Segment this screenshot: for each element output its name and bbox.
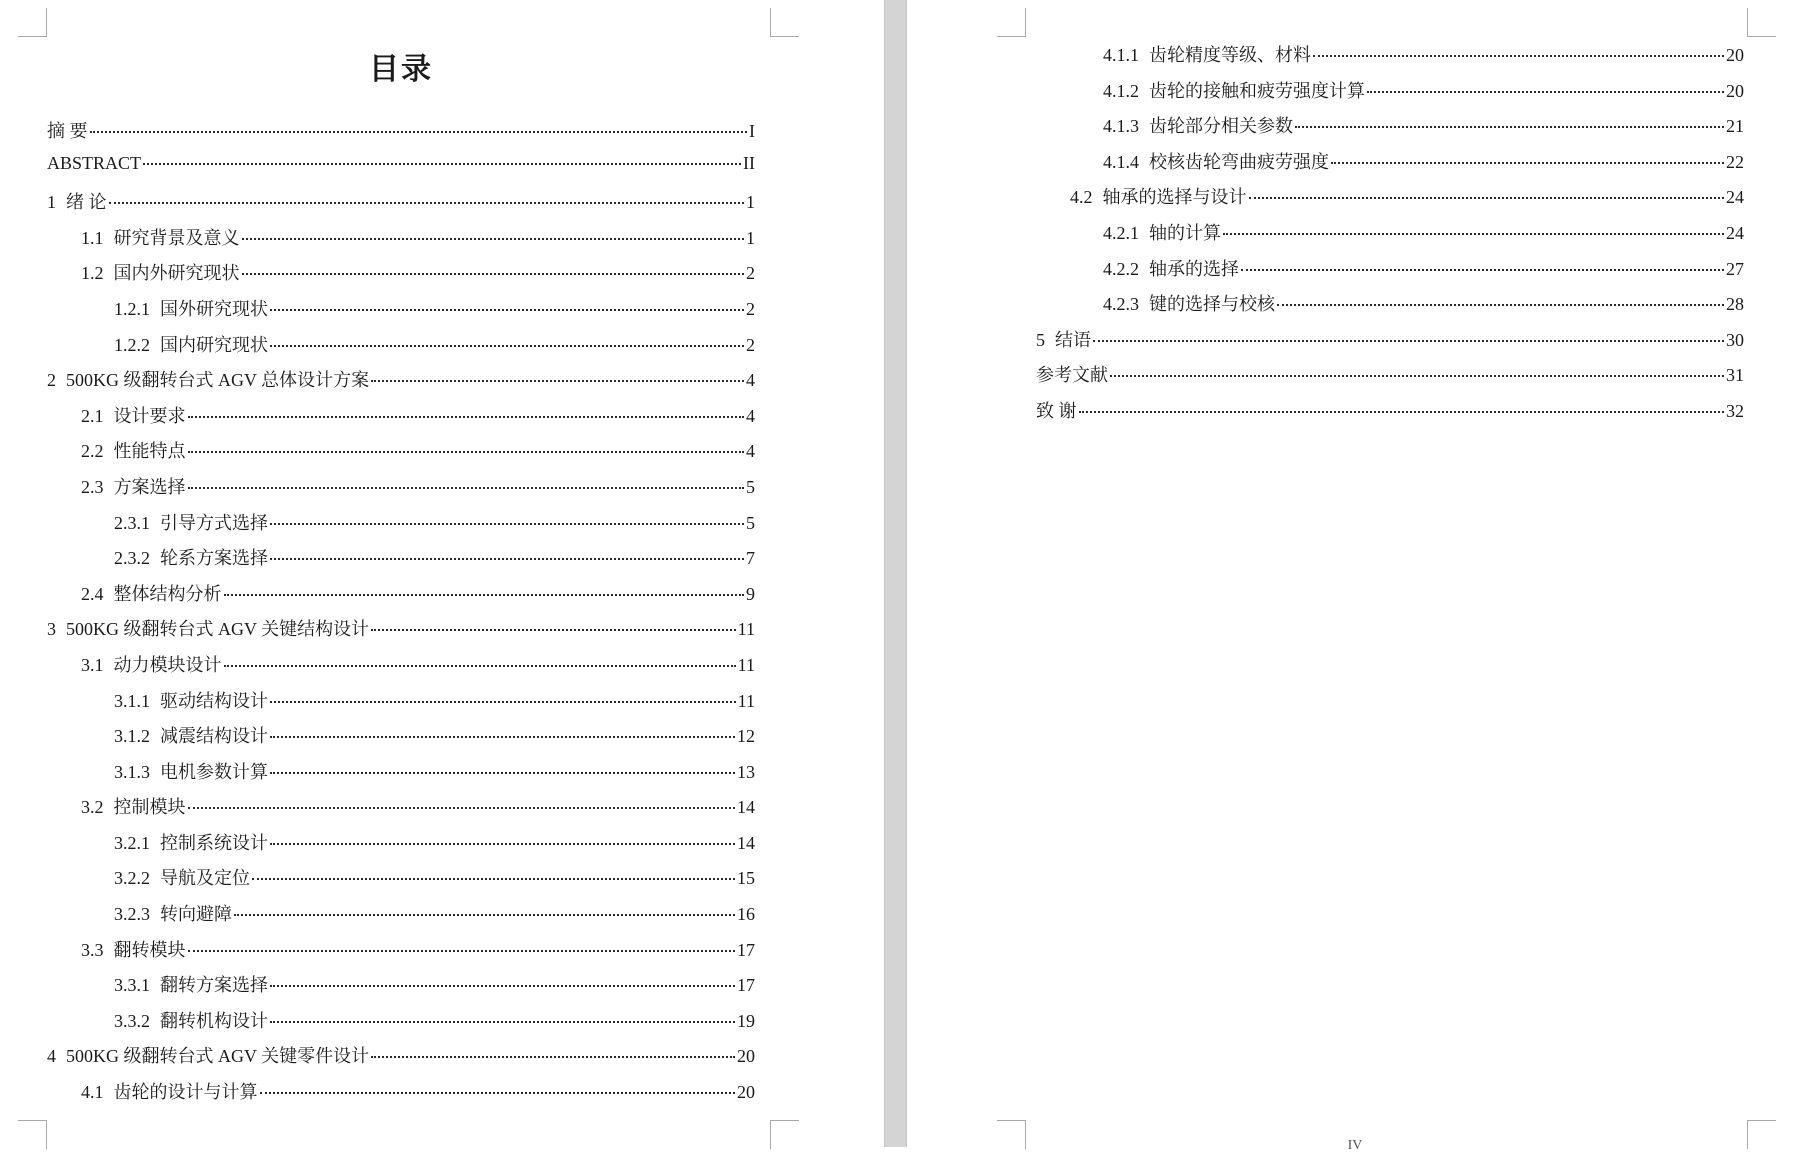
toc-page-number: 7 — [746, 548, 755, 569]
toc-entry-number: 3.2.1 — [114, 832, 150, 853]
toc-page-number: 4 — [746, 370, 755, 391]
toc-dot-leader — [242, 273, 745, 275]
toc-dot-leader — [1110, 375, 1724, 377]
toc-entry-title: 减震结构设计 — [160, 726, 268, 747]
toc-entry-title: 设计要求 — [113, 405, 186, 426]
toc-entry[interactable] — [47, 687, 755, 723]
toc-entry-label — [114, 864, 250, 890]
toc-entry-label — [114, 687, 268, 713]
toc-page-number: 24 — [1726, 222, 1744, 243]
toc-entry-number: 2 — [47, 370, 56, 391]
toc-entry-number: 4.2 — [1070, 187, 1093, 208]
toc-page-number: 11 — [737, 654, 755, 675]
toc-entry-title: 引导方式选择 — [160, 512, 268, 533]
toc-entry-label — [114, 509, 268, 535]
toc-entry-label — [1036, 361, 1108, 387]
toc-page-number: 2 — [746, 263, 755, 284]
toc-entry-title: 齿轮部分相关参数 — [1149, 116, 1293, 137]
toc-entry-number: 4.2.2 — [1103, 258, 1139, 279]
toc-page-number: 16 — [737, 904, 755, 925]
toc-entry-title: 齿轮的接触和疲劳强度计算 — [1149, 80, 1365, 101]
toc-entry-label — [114, 758, 268, 784]
toc-entry-number: 4 — [47, 1046, 56, 1067]
toc-entry-label — [81, 580, 222, 606]
toc-page-number: 27 — [1726, 258, 1744, 279]
toc-entry-number: 3.2 — [81, 797, 104, 818]
toc-entry-number: 3.2.2 — [114, 868, 150, 889]
toc-entry[interactable] — [47, 259, 755, 295]
toc-title: 目录 — [369, 53, 433, 86]
toc-page-number: 30 — [1726, 329, 1744, 350]
toc-entry-title: 500KG 级翻转台式 AGV 关键零件设计 — [66, 1046, 370, 1067]
toc-entry-number: 3.1.3 — [114, 761, 150, 782]
toc-entry-label — [47, 1042, 369, 1068]
toc-entry[interactable] — [47, 188, 755, 224]
toc-entry-title: 导航及定位 — [160, 868, 250, 889]
toc-page-number: 15 — [737, 868, 755, 889]
toc-entry-label — [114, 544, 268, 570]
toc-entry-number: 2.2 — [81, 441, 104, 462]
crop-mark-top-left — [997, 8, 1026, 37]
toc-entry-title: 驱动结构设计 — [160, 690, 268, 711]
toc-entry-title: 500KG 级翻转台式 AGV 关键结构设计 — [66, 619, 370, 640]
toc-entry-label — [1103, 77, 1365, 103]
toc-dot-leader — [371, 1056, 735, 1058]
toc-page-number: 24 — [1726, 187, 1744, 208]
toc-dot-leader — [224, 594, 745, 596]
toc-entry[interactable] — [47, 580, 755, 616]
toc-dot-leader — [242, 238, 745, 240]
toc-dot-leader — [371, 380, 744, 382]
toc-dot-leader — [270, 985, 735, 987]
toc-entry[interactable] — [47, 1042, 755, 1078]
toc-entry-title: 摘 要 — [47, 121, 88, 141]
toc-entry-label — [1103, 255, 1239, 281]
toc-entry-title: 500KG 级翻转台式 AGV 总体设计方案 — [66, 370, 370, 391]
toc-entry-label — [114, 1007, 268, 1033]
toc-page-number: 17 — [737, 939, 755, 960]
toc-entry-title: 翻转机构设计 — [160, 1010, 268, 1031]
toc-entry-label — [1103, 112, 1293, 138]
toc-entry-label — [47, 188, 107, 214]
crop-mark-top-right — [1747, 8, 1776, 37]
toc-entry-title: 电机参数计算 — [160, 761, 268, 782]
page-number-footer: IV — [1347, 1138, 1363, 1153]
toc-entry[interactable] — [47, 331, 755, 367]
toc-entry-title: 致 谢 — [1036, 400, 1077, 421]
toc-entry[interactable] — [1036, 183, 1744, 219]
toc-entry-label — [81, 402, 186, 428]
toc-entry-title: 结语 — [1055, 329, 1091, 350]
toc-dot-leader — [260, 1092, 736, 1094]
toc-page-number: 11 — [737, 619, 755, 640]
toc-entry-number: 4.1.2 — [1103, 80, 1139, 101]
toc-entry-number: 4.2.3 — [1103, 294, 1139, 315]
toc-entry-title: 控制模块 — [113, 797, 186, 818]
toc-entry[interactable] — [47, 153, 755, 189]
toc-dot-leader — [270, 1021, 735, 1023]
toc-entry[interactable] — [47, 829, 755, 865]
toc-entry-number: 2.3 — [81, 476, 104, 497]
toc-dot-leader — [234, 914, 735, 916]
toc-dot-leader — [224, 665, 736, 667]
toc-entry[interactable] — [47, 971, 755, 1007]
toc-entry-label — [47, 615, 369, 641]
toc-page-number: 5 — [746, 476, 755, 497]
toc-entry-number: 3 — [47, 619, 56, 640]
toc-entry[interactable] — [47, 509, 755, 545]
toc-entry-number: 3.3 — [81, 939, 104, 960]
toc-entry[interactable] — [47, 224, 755, 260]
toc-entry-label — [47, 153, 141, 174]
toc-entry[interactable] — [1036, 148, 1744, 184]
toc-entry-number: 1 — [47, 192, 56, 213]
toc-entry-label — [47, 117, 88, 143]
toc-entry-number: 1.1 — [81, 227, 104, 248]
toc-dot-leader — [270, 523, 744, 525]
toc-entry-label — [81, 224, 240, 250]
toc-entry-number: 4.1.1 — [1103, 45, 1139, 65]
toc-entry-number: 4.1.4 — [1103, 151, 1139, 172]
toc-page-number: 19 — [737, 1010, 755, 1031]
toc-entry[interactable] — [47, 900, 755, 936]
toc-page-number: 14 — [737, 832, 755, 853]
toc-dot-leader — [188, 487, 745, 489]
toc-entry[interactable] — [1036, 326, 1744, 362]
toc-entry-title: 性能特点 — [113, 441, 186, 462]
crop-mark-bottom-right — [770, 1120, 799, 1149]
toc-page-number: 28 — [1726, 294, 1744, 315]
toc-page-number: 4 — [746, 441, 755, 462]
toc-page-number: 21 — [1726, 116, 1744, 137]
toc-entry-number: 3.1 — [81, 654, 104, 675]
toc-dot-leader — [109, 202, 745, 204]
toc-dot-leader — [270, 309, 744, 311]
crop-mark-top-left — [18, 8, 47, 37]
toc-entry[interactable] — [1036, 41, 1744, 77]
toc-entry[interactable] — [47, 295, 755, 331]
toc-entry-label — [81, 793, 186, 819]
toc-dot-leader — [1249, 197, 1725, 199]
toc-entry[interactable] — [47, 366, 755, 402]
toc-page-number: 1 — [746, 227, 755, 248]
toc-entry-label — [114, 900, 232, 926]
toc-dot-leader — [1295, 126, 1724, 128]
toc-page-number: 2 — [746, 334, 755, 355]
toc-dot-leader — [188, 807, 736, 809]
toc-entry-label — [1103, 148, 1329, 174]
toc-entry-label — [81, 936, 186, 962]
toc-dot-leader — [188, 950, 736, 952]
toc-dot-leader — [188, 451, 745, 453]
toc-entry-title: 齿轮的设计与计算 — [113, 1082, 258, 1103]
toc-entry-title: 参考文献 — [1036, 365, 1108, 386]
toc-entry-label — [1103, 290, 1275, 316]
toc-entry[interactable] — [47, 402, 755, 438]
toc-dot-leader — [143, 163, 741, 165]
toc-entry-number: 3.2.3 — [114, 904, 150, 925]
toc-entry[interactable] — [47, 544, 755, 580]
toc-entry-title: 齿轮精度等级、材料 — [1149, 45, 1311, 65]
toc-dot-leader — [90, 131, 748, 133]
toc-page-number: 22 — [1726, 151, 1744, 172]
toc-entry-title: 翻转方案选择 — [160, 975, 268, 996]
toc-entry-label — [1070, 183, 1247, 209]
toc-entry[interactable] — [47, 722, 755, 758]
toc-dot-leader — [270, 843, 735, 845]
toc-entry-label — [47, 366, 369, 392]
toc-entry-label — [81, 651, 222, 677]
toc-entry-title: ABSTRACT — [47, 152, 142, 173]
toc-entry[interactable] — [1036, 361, 1744, 397]
toc-dot-leader — [1331, 162, 1724, 164]
toc-entry-number: 2.1 — [81, 405, 104, 426]
toc-entry-label — [114, 295, 268, 321]
toc-page-number: 31 — [1726, 365, 1744, 386]
toc-entry-number: 3.3.2 — [114, 1010, 150, 1031]
toc-entry-label — [1103, 219, 1221, 245]
toc-entry[interactable] — [47, 473, 755, 509]
toc-entry-title: 控制系统设计 — [160, 832, 268, 853]
toc-entry-title: 方案选择 — [113, 476, 186, 497]
toc-entry-title: 整体结构分析 — [113, 583, 222, 604]
toc-dot-leader — [270, 558, 744, 560]
toc-entry-title: 翻转模块 — [113, 939, 186, 960]
toc-entry-label — [1036, 397, 1077, 423]
toc-dot-leader — [1093, 340, 1724, 342]
toc-entry-number: 3.1.1 — [114, 690, 150, 711]
toc-page-number: 20 — [737, 1046, 755, 1067]
toc-entry-number: 4.2.1 — [1103, 222, 1139, 243]
toc-page-number: 20 — [1726, 45, 1744, 65]
toc-entry-title: 转向避障 — [160, 904, 232, 925]
toc-entry[interactable] — [47, 936, 755, 972]
toc-entry-number: 1.2 — [81, 263, 104, 284]
toc-dot-leader — [270, 736, 735, 738]
toc-entry-label — [81, 1078, 258, 1104]
toc-entry-label — [1103, 41, 1311, 67]
toc-entry-label — [81, 259, 240, 285]
toc-dot-leader — [1367, 91, 1724, 93]
toc-entry-number: 1.2.2 — [114, 334, 150, 355]
crop-mark-bottom-left — [18, 1120, 47, 1149]
toc-entry[interactable] — [47, 615, 755, 651]
toc-dot-leader — [1241, 269, 1724, 271]
toc-page-number: 17 — [737, 975, 755, 996]
toc-page-number: 20 — [737, 1082, 755, 1103]
toc-entry-number: 2.3.2 — [114, 548, 150, 569]
toc-entry[interactable] — [1036, 112, 1744, 148]
toc-dot-leader — [1277, 304, 1724, 306]
toc-entry-title: 键的选择与校核 — [1149, 294, 1275, 315]
toc-entry-label — [114, 331, 268, 357]
toc-entry-title: 轮系方案选择 — [160, 548, 268, 569]
toc-entry-label — [114, 722, 268, 748]
toc-entry[interactable] — [47, 793, 755, 829]
toc-page-number: 9 — [746, 583, 755, 604]
toc-dot-leader — [252, 878, 735, 880]
toc-entry[interactable] — [47, 1007, 755, 1043]
toc-page-number: 2 — [746, 298, 755, 319]
toc-entry-label — [1036, 326, 1091, 352]
toc-dot-leader — [1223, 233, 1724, 235]
toc-entry[interactable] — [1036, 397, 1744, 433]
toc-page-number: 12 — [737, 726, 755, 747]
toc-dot-leader — [270, 345, 744, 347]
toc-entry-label — [114, 971, 268, 997]
toc-page-number: I — [749, 121, 755, 141]
toc-entry-number: 2.4 — [81, 583, 104, 604]
toc-entry-title: 动力模块设计 — [113, 654, 222, 675]
toc-entry[interactable] — [1036, 255, 1744, 291]
toc-entry-title: 绪 论 — [66, 192, 107, 213]
toc-entry[interactable] — [47, 864, 755, 900]
toc-entry-title: 国外研究现状 — [160, 298, 268, 319]
toc-entry-number: 4.1 — [81, 1082, 104, 1103]
toc-entry[interactable] — [47, 117, 755, 153]
toc-entry-label — [81, 473, 186, 499]
toc-page-number: II — [743, 152, 755, 173]
toc-entry[interactable] — [1036, 290, 1744, 326]
toc-entry[interactable] — [1036, 219, 1744, 255]
toc-entry[interactable] — [47, 1078, 755, 1114]
crop-mark-top-right — [770, 8, 799, 37]
toc-entry-number: 5 — [1036, 329, 1045, 350]
toc-entry-title: 国内外研究现状 — [113, 263, 240, 284]
toc-entry-number: 2.3.1 — [114, 512, 150, 533]
toc-entry-title: 国内研究现状 — [160, 334, 268, 355]
toc-page-number: 32 — [1726, 400, 1744, 421]
page-gutter — [884, 0, 907, 1147]
toc-page-number: 5 — [746, 512, 755, 533]
toc-dot-leader — [270, 701, 736, 703]
toc-entry-number: 3.3.1 — [114, 975, 150, 996]
toc-dot-leader — [1313, 55, 1724, 57]
toc-page-number: 14 — [737, 797, 755, 818]
toc-page-number: 1 — [746, 192, 755, 213]
toc-entry-number: 3.1.2 — [114, 726, 150, 747]
toc-entry[interactable] — [47, 437, 755, 473]
toc-list-left — [47, 117, 755, 1114]
document-page-left — [0, 0, 884, 1147]
toc-entry-label — [114, 829, 268, 855]
toc-dot-leader — [270, 772, 735, 774]
toc-page-number: 11 — [737, 690, 755, 711]
toc-entry-title: 轴承的选择与设计 — [1102, 187, 1247, 208]
toc-entry-number: 4.1.3 — [1103, 116, 1139, 137]
toc-entry-title: 校核齿轮弯曲疲劳强度 — [1149, 151, 1329, 172]
toc-entry-number: 1.2.1 — [114, 298, 150, 319]
toc-entry[interactable] — [1036, 77, 1744, 113]
toc-entry[interactable] — [47, 758, 755, 794]
toc-entry-title: 轴承的选择 — [1149, 258, 1239, 279]
toc-page-number: 4 — [746, 405, 755, 426]
toc-entry-title: 研究背景及意义 — [113, 227, 240, 248]
toc-dot-leader — [188, 416, 745, 418]
toc-entry[interactable] — [47, 651, 755, 687]
toc-list-right — [1036, 41, 1744, 433]
toc-dot-leader — [1079, 411, 1725, 413]
toc-dot-leader — [371, 629, 735, 631]
toc-page-number: 13 — [737, 761, 755, 782]
toc-entry-label — [81, 437, 186, 463]
toc-entry-title: 轴的计算 — [1149, 222, 1221, 243]
toc-page-number: 20 — [1726, 80, 1744, 101]
